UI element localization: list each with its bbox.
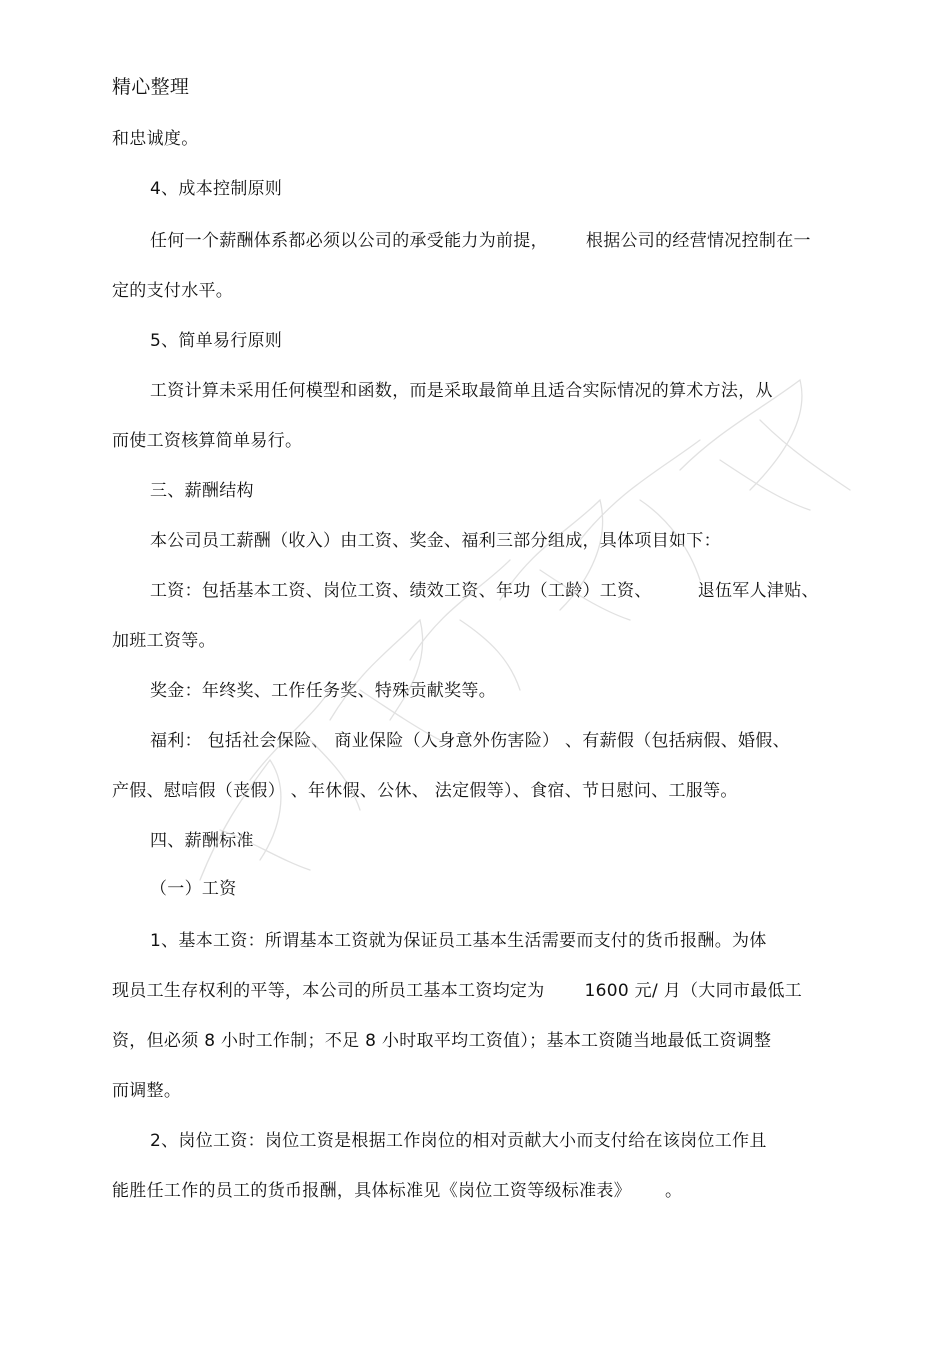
text-segment: 。 <box>665 1181 683 1201</box>
paragraph-line: 和忠诚度。 <box>112 129 199 149</box>
paragraph-line <box>150 579 819 603</box>
section-heading: 四、薪酬标准 <box>150 831 254 851</box>
section-heading: 4、成本控制原则 <box>150 179 283 199</box>
paragraph-line: 2、岗位工资：岗位工资是根据工作岗位的相对贡献大小而支付给在该岗位工作且 <box>150 1131 767 1151</box>
page-header: 精心整理 <box>112 76 190 98</box>
paragraph-line: 定的支付水平。 <box>112 281 234 301</box>
text-segment: 现员工生存权利的平等，本公司的所员工基本工资均定为 <box>112 981 545 1001</box>
paragraph-line: 1、基本工资：所谓基本工资就为保证员工基本生活需要而支付的货币报酬。为体 <box>150 931 767 951</box>
paragraph-line: 产假、慰唁假（丧假） 、年休假、公休、 法定假等）、食宿、节日慰问、工服等。 <box>112 781 738 801</box>
text-segment: 能胜任工作的员工的货币报酬，具体标准见《岗位工资等级标准表》 <box>112 1181 631 1201</box>
text-segment: 退伍军人津贴、 <box>697 581 819 601</box>
paragraph-line: 而使工资核算简单易行。 <box>112 431 303 451</box>
section-heading: 5、简单易行原则 <box>150 331 283 351</box>
paragraph-line <box>112 979 802 1003</box>
paragraph-line: 奖金：年终奖、工作任务奖、特殊贡献奖等。 <box>150 681 496 701</box>
paragraph-line: 资，但必须 8 小时工作制；不足 8 小时取平均工资值）；基本工资随当地最低工资调整 <box>112 1031 772 1051</box>
text-segment: 工资：包括基本工资、岗位工资、绩效工资、年功（工龄）工资、 <box>150 581 652 601</box>
subsection-heading: （一）工资 <box>150 879 237 899</box>
text-segment: 1600 元/ 月（大同市最低工 <box>584 981 803 1001</box>
paragraph-line: 加班工资等。 <box>112 631 216 651</box>
paragraph-line: 工资计算未采用任何模型和函数，而是采取最简单且适合实际情况的算术方法，从 <box>150 381 773 401</box>
text-segment: 根据公司的经营情况控制在一 <box>585 231 811 251</box>
paragraph-line: 福利： 包括社会保险、 商业保险（人身意外伤害险） 、有薪假（包括病假、婚假、 <box>150 731 790 751</box>
paragraph-line: 本公司员工薪酬（收入）由工资、奖金、福利三部分组成，具体项目如下： <box>150 531 721 551</box>
section-heading: 三、薪酬结构 <box>150 481 254 501</box>
paragraph-line <box>112 1179 682 1203</box>
paragraph-line: 而调整。 <box>112 1081 182 1101</box>
paragraph-line <box>150 229 811 253</box>
text-segment: 任何一个薪酬体系都必须以公司的承受能力为前提， <box>150 231 548 251</box>
